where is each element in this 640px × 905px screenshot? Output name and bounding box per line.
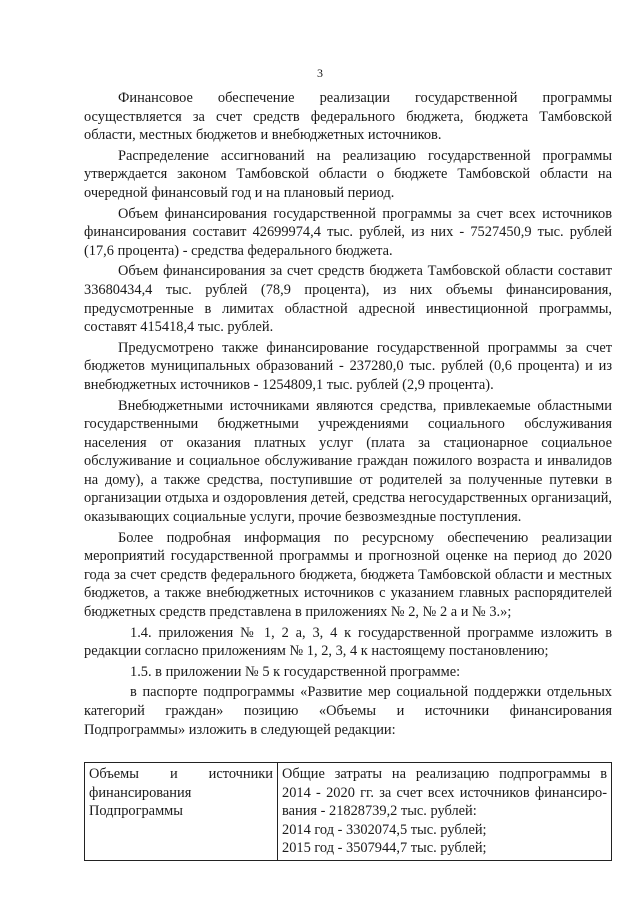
table-row — [85, 763, 612, 861]
paragraph-municipal-budget: Предусмотрено также финансирование государственной программы за счет бюджетов муниципальных образований - 237280,0 тыс. рублей (0,6 процента) и из внебюджетных источников - 1254809,1 тыс. рублей (2,9 процента). — [84, 339, 612, 393]
table-label-line: финансирования — [89, 784, 192, 801]
paragraph-total-volume: Объем финансирования государственной программы за счет всех источников финансирования составит 42699974,4 тыс. рублей, из них - 7527450,9 тыс. рублей (17,6 процента) - средства федерального бюджета. — [84, 205, 612, 259]
table-value-line: 2014 год - 3302074,5 тыс. рублей; — [282, 821, 487, 838]
financing-table — [84, 762, 612, 861]
paragraph-financing: Финансовое обеспечение реализации государственной программы осуществляется за счет средств федерального бюджета, бюджета Тамбовской области, местных бюджетов и внебюджетных источников. — [84, 90, 612, 144]
page-number: 3 — [317, 66, 323, 80]
paragraph-passport: в паспорте подпрограммы «Развитие мер социальной поддержки отдельных категорий граждан» позицию «Объемы и источники финансирования Подпрограммы» изложить в следующей редакции: — [84, 684, 612, 738]
table-value-line: Общие затраты на реализацию подпрограммы в 2014 - 2020 гг. за счет всех источников финансиро-вания - 21828739,2 тыс. рублей: — [282, 766, 607, 820]
paragraph-details: Более подробная информация по ресурсному обеспечению реализации мероприятий государственной программы и прогнозной оценке на период до 2020 года за счет средств федерального бюджета, бюджета Тамбовской области и местных бюджетов, а также внебюджетных источников с указанием главных распорядителей бюджетных средств представлена в приложениях № 2, № 2 а и № 3.»; — [84, 529, 612, 621]
document-body — [84, 89, 612, 739]
paragraph-item-1-4: 1.4. приложения № 1, 2 а, 3, 4 к государственной программе изложить в редакции согласно приложениям № 1, 2, 3, 4 к настоящему постановлению; — [84, 624, 612, 660]
paragraph-extrabudgetary: Внебюджетными источниками являются средства, привлекаемые областными государственными бюджетными учреждениями социального обслуживания населения от оказания платных услуг (плата за стационарное социальное обслуживание и социальное обслуживание граждан пожилого возраста и инвалидов на дому), а также средства, поступившие от родителей за полученные путевки в организации отдыха и оздоровления детей, средства негосударственных организаций, оказывающих социальные услуги, прочие безвозмездные поступления. — [84, 397, 612, 526]
table-cell-label — [85, 763, 278, 861]
paragraph-allocation: Распределение ассигнований на реализацию государственной программы утверждается законом Тамбовской области о бюджете Тамбовской области на очередной финансовый год и на плановый период. — [84, 147, 612, 201]
table-cell-value — [278, 763, 612, 861]
table-label-line: Объемы и источники — [89, 766, 273, 782]
paragraph-item-1-5: 1.5. в приложении № 5 к государственной программе: — [130, 663, 461, 680]
table-label-line: Подпрограммы — [89, 803, 183, 820]
paragraph-regional-budget: Объем финансирования за счет средств бюджета Тамбовской области составит 33680434,4 тыс. рублей (78,9 процента), из них объемы финансирования, предусмотренные в лимитах областной адресной инвестиционной программы, составят 415418,4 тыс. рублей. — [84, 263, 612, 336]
table-value-line: 2015 год - 3507944,7 тыс. рублей; — [282, 840, 487, 857]
